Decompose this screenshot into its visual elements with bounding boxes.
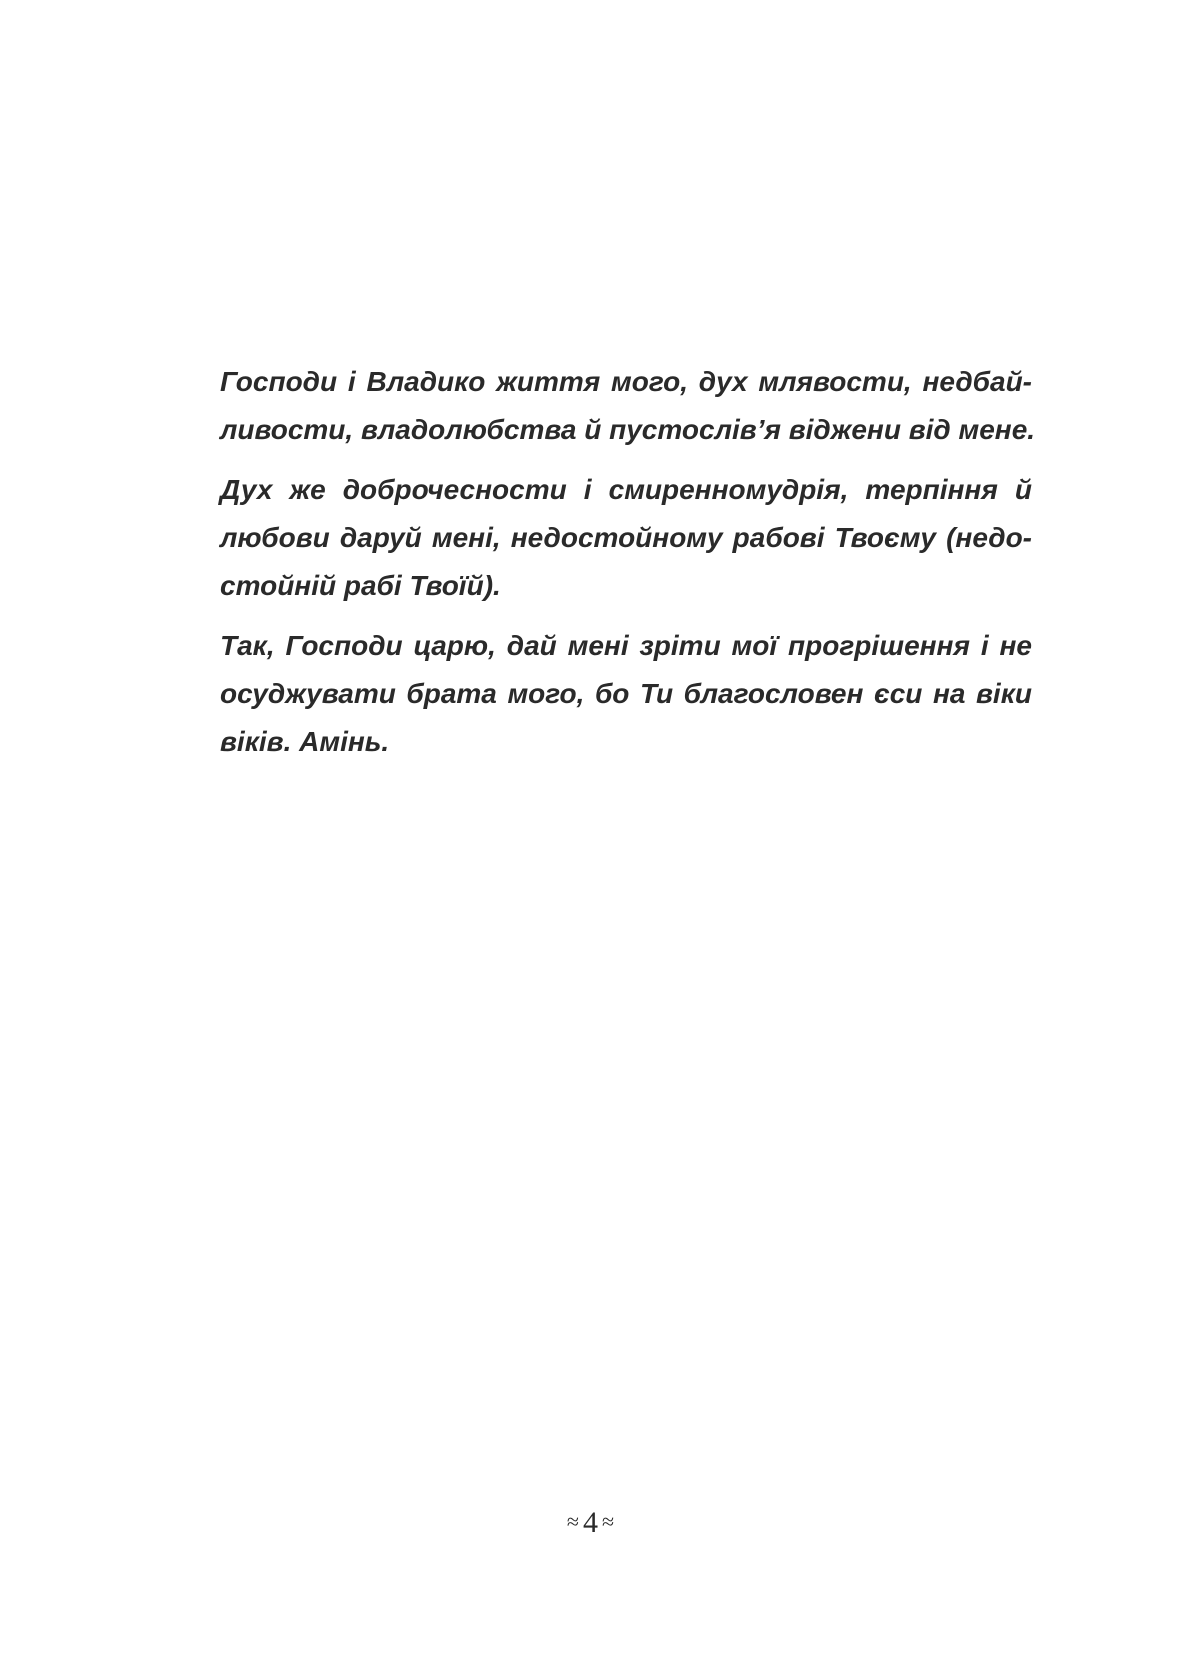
text-line: стойній рабі Твоїй).: [220, 570, 501, 601]
text-line: ливости, владолюбства й пустослів’я віджени від мене.: [220, 414, 1036, 445]
text-line: віків. Амінь.: [220, 726, 390, 757]
page-number: 4: [583, 1506, 598, 1539]
text-line: Дух же доброчесности і смиренномудрія, терпіння й: [220, 474, 1032, 505]
prayer-text: [220, 358, 1036, 766]
paragraph-1: [220, 358, 1036, 454]
text-line: любови даруй мені, недостойному рабові Твоєму (недо-: [220, 522, 1032, 553]
text-line: Так, Господи царю, дай мені зріти мої прогрішення і не: [220, 630, 1032, 661]
text-line: осуджувати брата мого, бо Ти благословен єси на віки: [220, 678, 1032, 709]
paragraph-3: [220, 622, 1032, 766]
page-number-footer: [0, 1506, 1181, 1540]
text-line: Господи і Владико життя мого, дух млявости, недбай-: [220, 366, 1032, 397]
wave-ornament-right: ≈: [602, 1509, 615, 1534]
paragraph-2: [220, 466, 1032, 610]
wave-ornament-left: ≈: [566, 1509, 579, 1534]
